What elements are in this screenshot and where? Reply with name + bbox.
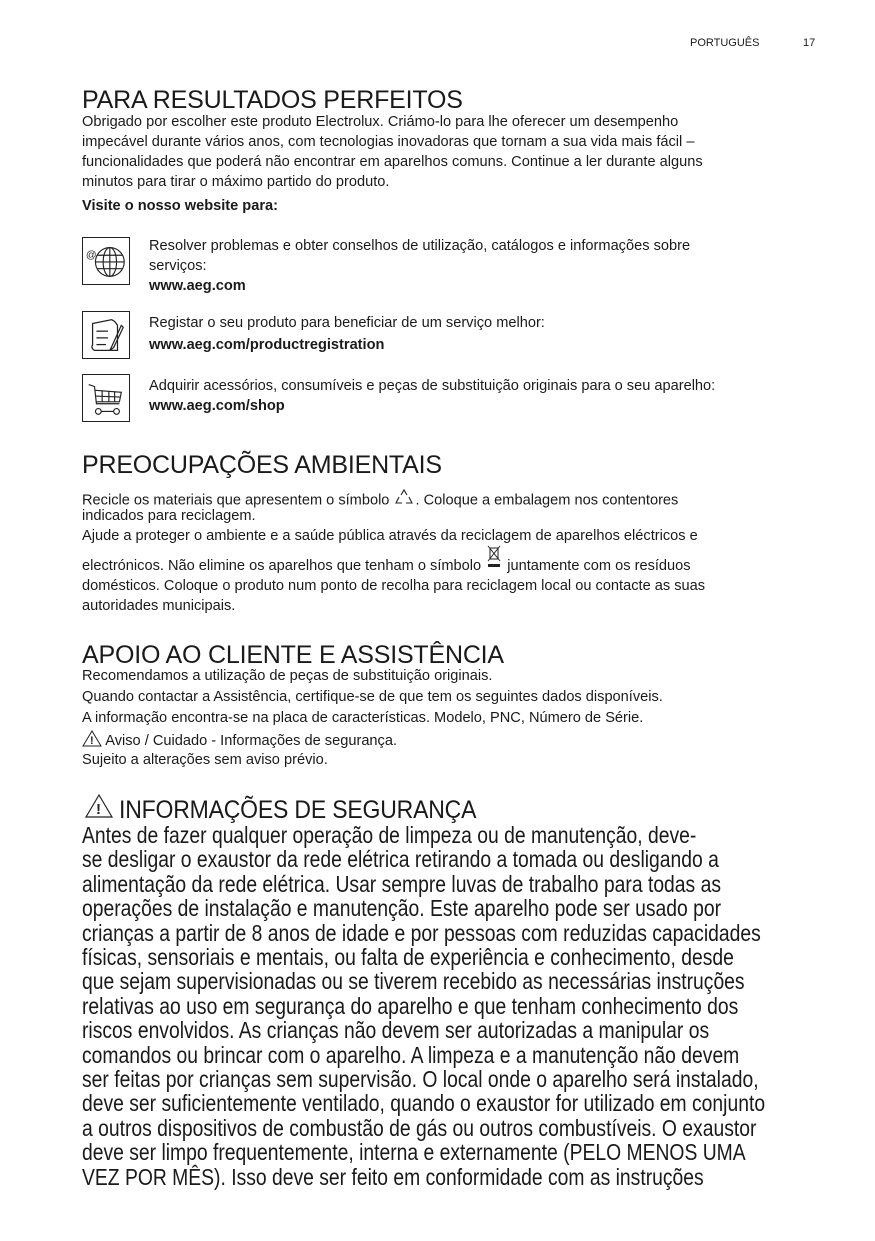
document-pen-icon [82,311,130,359]
section-title-safety: INFORMAÇÕES DE SEGURANÇA [119,796,477,824]
link-productregistration[interactable]: www.aeg.com/productregistration [149,337,385,353]
safety-line: deve ser limpo frequentemente, interna e externamente (PELO MENOS UMA [82,1139,746,1166]
support-line: A informação encontra-se na placa de características. Modelo, PNC, Número de Série. [82,710,644,726]
section-title-environment: PREOCUPAÇÕES AMBIENTAIS [82,451,442,479]
page-number: 17 [803,37,816,49]
safety-line: comandos ou brincar com o aparelho. A limpeza e a manutenção não devem [82,1041,740,1068]
safety-line: alimentação da rede elétrica. Usar sempre luvas de trabalho para todas as [82,870,721,897]
env-text: Recicle os materiais que apresentem o símbolo [82,492,394,509]
intro-line: funcionalidades que poderá não encontrar em aparelhos comuns. Continue a ler durante alguns [82,154,703,170]
safety-line: deve ser suficientemente ventilado, quando o exaustor for utilizado em conjunto [82,1090,766,1117]
link-aeg[interactable]: www.aeg.com [149,278,246,294]
item-text: Resolver problemas e obter conselhos de utilização, catálogos e informações sobre [149,238,691,254]
svg-text:!: ! [96,801,101,818]
safety-line: que sejam supervisionadas ou se tiverem recebido as necessárias instruções [82,968,745,995]
safety-line: riscos envolvidos. As crianças não devem ser autorizadas a manipular os [82,1017,710,1044]
env-text: electrónicos. Não elimine os aparelhos que tenham o símbolo [82,558,486,574]
env-text: . Coloque a embalagem nos contentores [415,492,679,509]
intro-line: minutos para tirar o máximo partido do produto. [82,174,390,190]
link-shop[interactable]: www.aeg.com/shop [149,398,285,414]
env-line: domésticos. Coloque o produto num ponto de recolha para reciclagem local ou contacte as suas [82,578,706,594]
intro-line: Obrigado por escolher este produto Electrolux. Criámo-lo para lhe oferecer um desempenho [82,114,679,130]
safety-line: físicas, sensoriais e mentais, ou falta de experiência e conhecimento, desde [82,944,734,970]
svg-text:!: ! [90,735,94,747]
item-text: Registar o seu produto para beneficiar de um serviço melhor: [149,315,545,331]
safety-line: relativas ao uso em segurança do aparelho e que tenham conhecimento dos [82,992,739,1019]
safety-line: crianças a partir de 8 anos de idade e por pessoas com reduzidas capacidades [82,919,761,946]
support-line: Quando contactar a Assistência, certifique-se de que tem os seguintes dados disponíveis. [82,689,663,705]
safety-line: Antes de fazer qualquer operação de limpeza ou de manutenção, deve- [82,822,697,848]
globe-at-icon [82,237,130,285]
env-line: Ajude a proteger o ambiente e a saúde pública através da reciclagem de aparelhos eléctricos e [82,528,698,544]
safety-line: VEZ POR MÊS). Isso deve ser feito em conformidade com as instruções [82,1163,704,1190]
safety-line: se desligar o exaustor da rede elétrica retirando a tomada ou desligando a [82,846,719,873]
visit-label: Visite o nosso website para: [82,198,278,214]
language-label: PORTUGUÊS [690,37,760,49]
item-text: serviços: [149,258,207,274]
safety-line: a outros dispositivos de combustão de gás ou outros combustíveis. O exaustor [82,1114,757,1141]
section-title-results: PARA RESULTADOS PERFEITOS [82,86,463,114]
shopping-cart-icon [82,374,130,422]
warning-legend: Aviso / Cuidado - Informações de segurança. [105,732,398,749]
support-line: Sujeito a alterações sem aviso prévio. [82,752,328,768]
support-line: Recomendamos a utilização de peças de substituição originais. [82,668,493,684]
support-line [82,730,397,752]
item-text: Adquirir acessórios, consumíveis e peças de substituição originais para o seu aparelho: [149,378,716,394]
safety-line: ser feitas por crianças sem supervisão. O local onde o aparelho será instalado, [82,1066,759,1092]
env-line: indicados para reciclagem. [82,508,256,524]
intro-line: impecável durante vários anos, com tecnologias inovadoras que tornam a sua vida mais fácil – [82,134,695,150]
crossed-bin-icon [485,544,503,575]
warning-icon [82,730,102,752]
env-text: juntamente com os resíduos [503,558,691,574]
recycle-icon [393,487,415,514]
warning-icon [84,793,114,824]
env-line: autoridades municipais. [82,598,236,614]
env-line [82,557,691,575]
safety-line: operações de instalação e manutenção. Este aparelho pode ser usado por [82,895,722,922]
svg-text:@: @ [85,249,97,262]
section-title-support: APOIO AO CLIENTE E ASSISTÊNCIA [82,641,504,669]
